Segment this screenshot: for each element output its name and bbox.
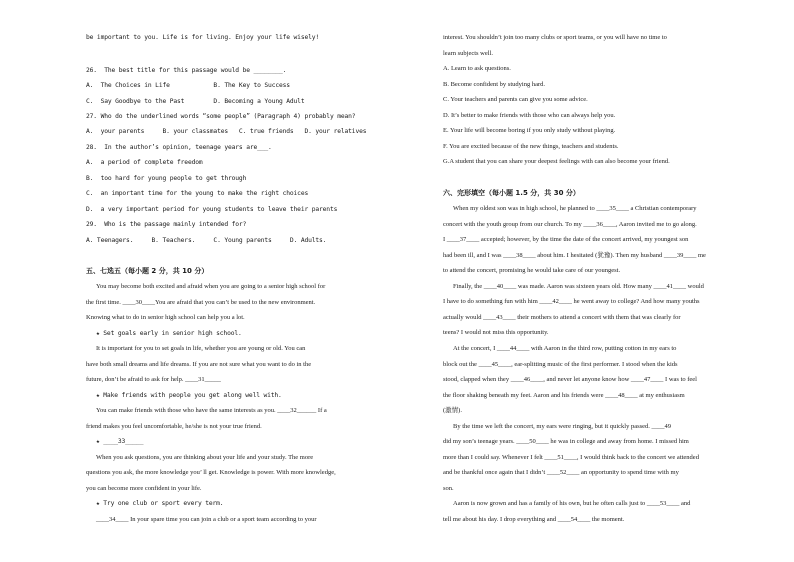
text-line: had been ill, and I was ____38____ about him. I hesitated (犹豫). Then my husband ____39____ me [443, 252, 706, 259]
text-line: F. You are excited because of the new things, teachers and students. [443, 143, 619, 150]
text-line: block out the ____45____, ear-splitting music of the first performer. I stood when the kids [443, 361, 678, 368]
text-line: ★ ____33_____ [96, 438, 144, 445]
text-line: G.A student that you can share your deepest feelings with can also become your friend. [443, 158, 670, 165]
text-line: Knowing what to do in senior high school can help you a lot. [86, 314, 245, 321]
text-line: the first time. ____30____You are afraid that you can’t be used to the new environment. [86, 299, 316, 306]
text-line: 27. Who do the underlined words “some people” (Paragraph 4) probably mean? [86, 113, 356, 120]
text-line: teens? I would not miss this opportunity. [443, 329, 549, 336]
text-line: be important to you. Life is for living. Enjoy your life wisely! [86, 34, 320, 41]
text-line: ____34____ In your spare time you can join a club or a sport team according to your [96, 516, 317, 523]
text-line: interest. You shouldn’t join too many clubs or sport teams, or you will have no time to [443, 34, 667, 41]
text-line: 29. Who is the passage mainly intended for? [86, 221, 247, 228]
text-line: B. Become confident by studying hard. [443, 81, 545, 88]
text-line: questions you ask, the more knowledge you’ ll get. Knowledge is power. With more knowledge, [86, 469, 336, 476]
text-line: ★ Make friends with people you get along well with. [96, 392, 282, 399]
section-heading: 五、七选五（每小题 2 分，共 10 分） [86, 267, 209, 275]
text-line: ★ Try one club or sport every term. [96, 500, 224, 507]
text-line: I ____37____ accepted; however, by the time the date of the concert arrived, my youngest son [443, 236, 689, 243]
text-line: A. Teenagers. B. Teachers. C. Young parents D. Adults. [86, 237, 327, 244]
text-line: 26. The best title for this passage would be ________. [86, 67, 287, 74]
text-line: C. an important time for the young to make the right choices [86, 190, 309, 197]
text-line: and be thankful once again that I didn’t ____52____ an opportunity to spend time with my [443, 469, 679, 476]
section-heading: 六、完形填空（每小题 1.5 分，共 30 分） [443, 189, 580, 197]
text-line: have both small dreams and life dreams. If you are not sure what you want to do in the [86, 361, 312, 368]
text-line: actually would ____43____ their mothers to attend a concert with them that was clearly for [443, 314, 681, 321]
text-line: the floor shaking beneath my feet. Aaron and his friends were ____48____ at my enthusiasm [443, 392, 685, 399]
text-line: learn subjects well. [443, 50, 493, 57]
text-line: D. a very important period for young students to leave their parents [86, 206, 338, 213]
text-line: son. [443, 485, 454, 492]
text-line: D. It’s better to make friends with those who can always help you. [443, 112, 616, 119]
text-line: A. a period of complete freedom [86, 159, 203, 166]
text-line: future, don’t be afraid to ask for help. ____31_____ [86, 376, 221, 383]
text-line: C. Say Goodbye to the Past D. Becoming a Young Adult [86, 98, 305, 105]
text-line: A. your parents B. your classmates C. true friends D. your relatives [86, 128, 367, 135]
text-line: A. The Choices in Life B. The Key to Success [86, 82, 290, 89]
text-line: stood, clapped when they ____46____, and never let anyone know how ____47____ I was to feel [443, 376, 697, 383]
text-line: You may become both excited and afraid when you are going to a senior high school for [96, 283, 326, 290]
text-line: It is important for you to set goals in life, whether you are young or old. You can [96, 345, 306, 352]
text-line: When my oldest son was in high school, he planned to ____35____ a Christian contemporary [453, 205, 697, 212]
text-line: ★ Set goals early in senior high school. [96, 330, 242, 337]
text-line: B. too hard for young people to get through [86, 175, 247, 182]
text-line: you can become more confident in your life. [86, 485, 202, 492]
text-line: When you ask questions, you are thinking about your life and your study. The more [96, 454, 314, 461]
text-line: E. Your life will become boring if you only study without playing. [443, 127, 616, 134]
text-line: did my son’s teenage years. ____50____ he was in college and away from home. I missed him [443, 438, 689, 445]
text-line: (激情). [443, 407, 462, 414]
text-line: Finally, the ____40____ was made. Aaron was sixteen years old. How many ____41____ would [453, 283, 704, 290]
text-line: By the time we left the concert, my ears were ringing, but it quickly passed. ____49 [453, 423, 672, 430]
text-line: more than I could say. Whenever I felt ____51____, I would think back to the concert we attended [443, 454, 699, 461]
text-line: Aaron is now grown and has a family of his own, but he often calls just to ____53____ and [453, 500, 691, 507]
text-line: to attend the concert, promising he would take care of our youngest. [443, 267, 621, 274]
text-line: I have to do something fun with him ____42____ he went away to college? And how many youths [443, 298, 700, 305]
text-line: friend makes you feel uncomfortable, he/she is not your true friend. [86, 423, 262, 430]
text-line: concert with the youth group from our church. To my ____36____, Aaron invited me to go along. [443, 221, 697, 228]
text-line: At the concert, I ____44____ with Aaron in the third row, putting cotton in my ears to [453, 345, 677, 352]
text-line: A. Learn to ask questions. [443, 65, 511, 72]
text-line: C. Your teachers and parents can give you some advice. [443, 96, 588, 103]
text-line: tell me about his day. I drop everything and ____54____ the moment. [443, 516, 625, 523]
text-line: You can make friends with those who have the same interests as you. ____32______ If a [96, 407, 327, 414]
text-line: 28. In the author’s opinion, teenage years are___. [86, 144, 272, 151]
